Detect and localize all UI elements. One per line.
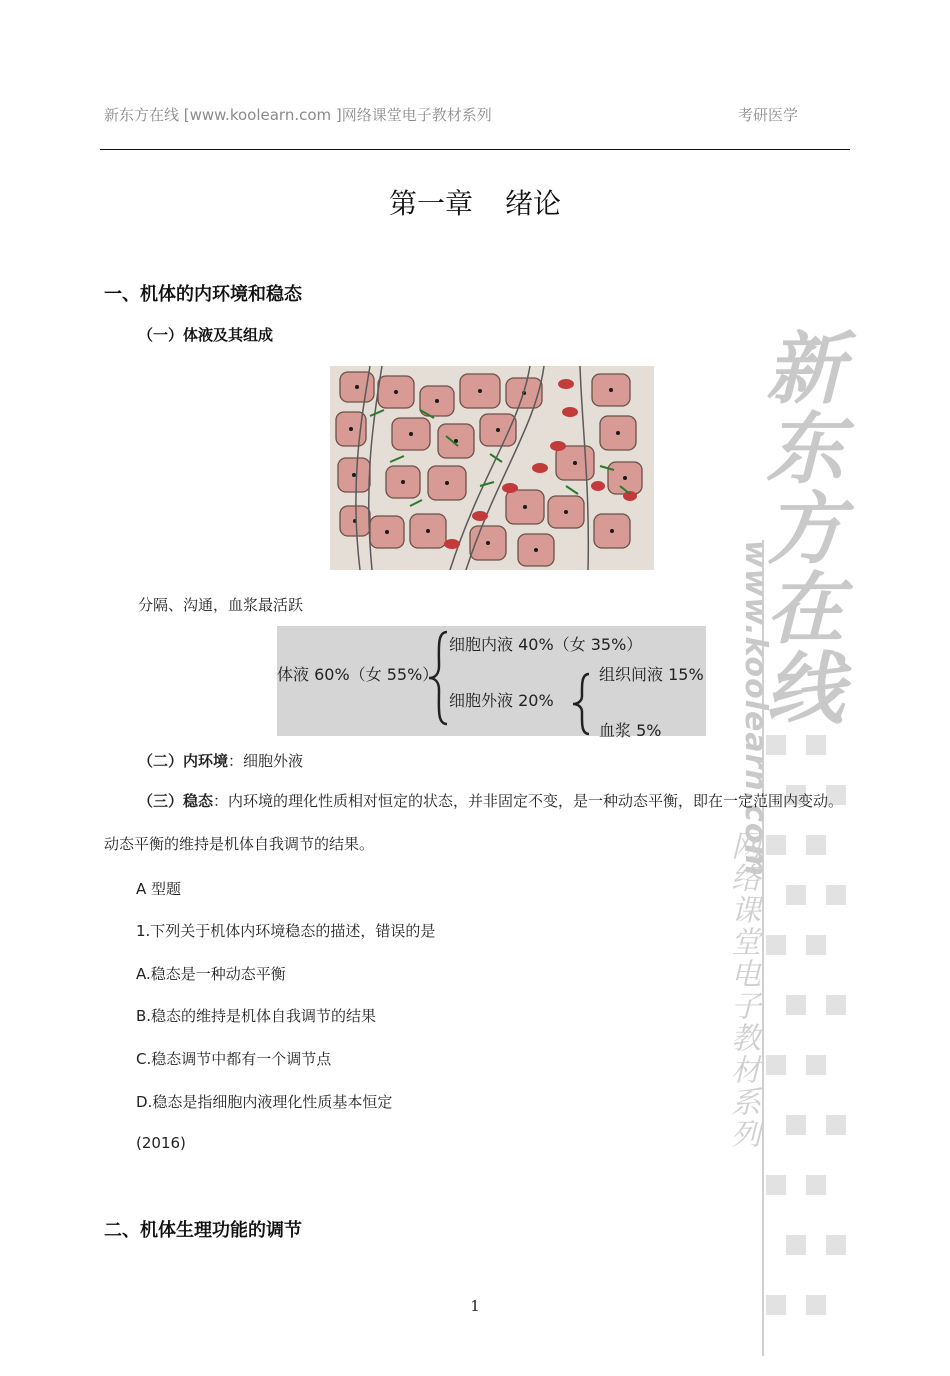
tissue-illustration [330,366,654,570]
subsection-3-label: （三）稳态 [138,792,214,810]
chapter-number: 第一章 [388,187,473,220]
chapter-name: 绪论 [505,187,562,220]
header-divider [100,149,850,150]
watermark-series: 网络课堂电子教材系列 [725,830,760,1150]
option-b: B.稳态的维持是机体自我调节的结果 [136,1007,377,1025]
figure-caption: 分隔、沟通，血浆最活跃 [138,596,304,614]
subsection-3 [104,780,849,866]
diagram-intracellular: 细胞内液 40%（女 35%） [449,635,643,654]
subsection-3-text: ：内环境的理化性质相对恒定的状态，并非固定不变，是一种动态平衡，即在一定范围内变动。动态平衡的维持是机体自我调节的结果。 [104,792,844,853]
diagram-root: 体液 60%（女 55%） [277,665,439,684]
diagram-extracellular: 细胞外液 20% [449,691,554,710]
question-year: (2016) [136,1134,186,1152]
header-left: 新东方在线 [www.koolearn.com ]网络课堂电子教材系列 [104,106,492,124]
page-number: 1 [470,1297,480,1315]
subsection-2 [138,750,303,771]
diagram-plasma: 血浆 5% [599,721,662,740]
question-stem: 1.下列关于机体内环境稳态的描述，错误的是 [136,922,436,940]
body-fluid-diagram [277,626,706,740]
option-c: C.稳态调节中都有一个调节点 [136,1050,332,1068]
option-d: D.稳态是指细胞内液理化性质基本恒定 [136,1093,393,1111]
watermark-url: www.koolearn.com [738,540,773,877]
diagram-interstitial: 组织间液 15% [599,665,704,684]
subsection-2-label: （二）内环境 [138,752,229,770]
header-right: 考研医学 [738,106,799,124]
option-a: A.稳态是一种动态平衡 [136,965,286,983]
section-2-title: 二、机体生理功能的调节 [104,1220,302,1241]
diagram-brace-2 [571,672,593,736]
subsection-2-text: ：细胞外液 [228,752,304,770]
question-type: A 型题 [136,880,182,898]
watermark-brand: 新东方在线 [765,325,844,735]
chapter-title [0,182,950,222]
section-1-title: 一、机体的内环境和稳态 [104,284,302,305]
subsection-1-title: （一）体液及其组成 [138,326,274,344]
